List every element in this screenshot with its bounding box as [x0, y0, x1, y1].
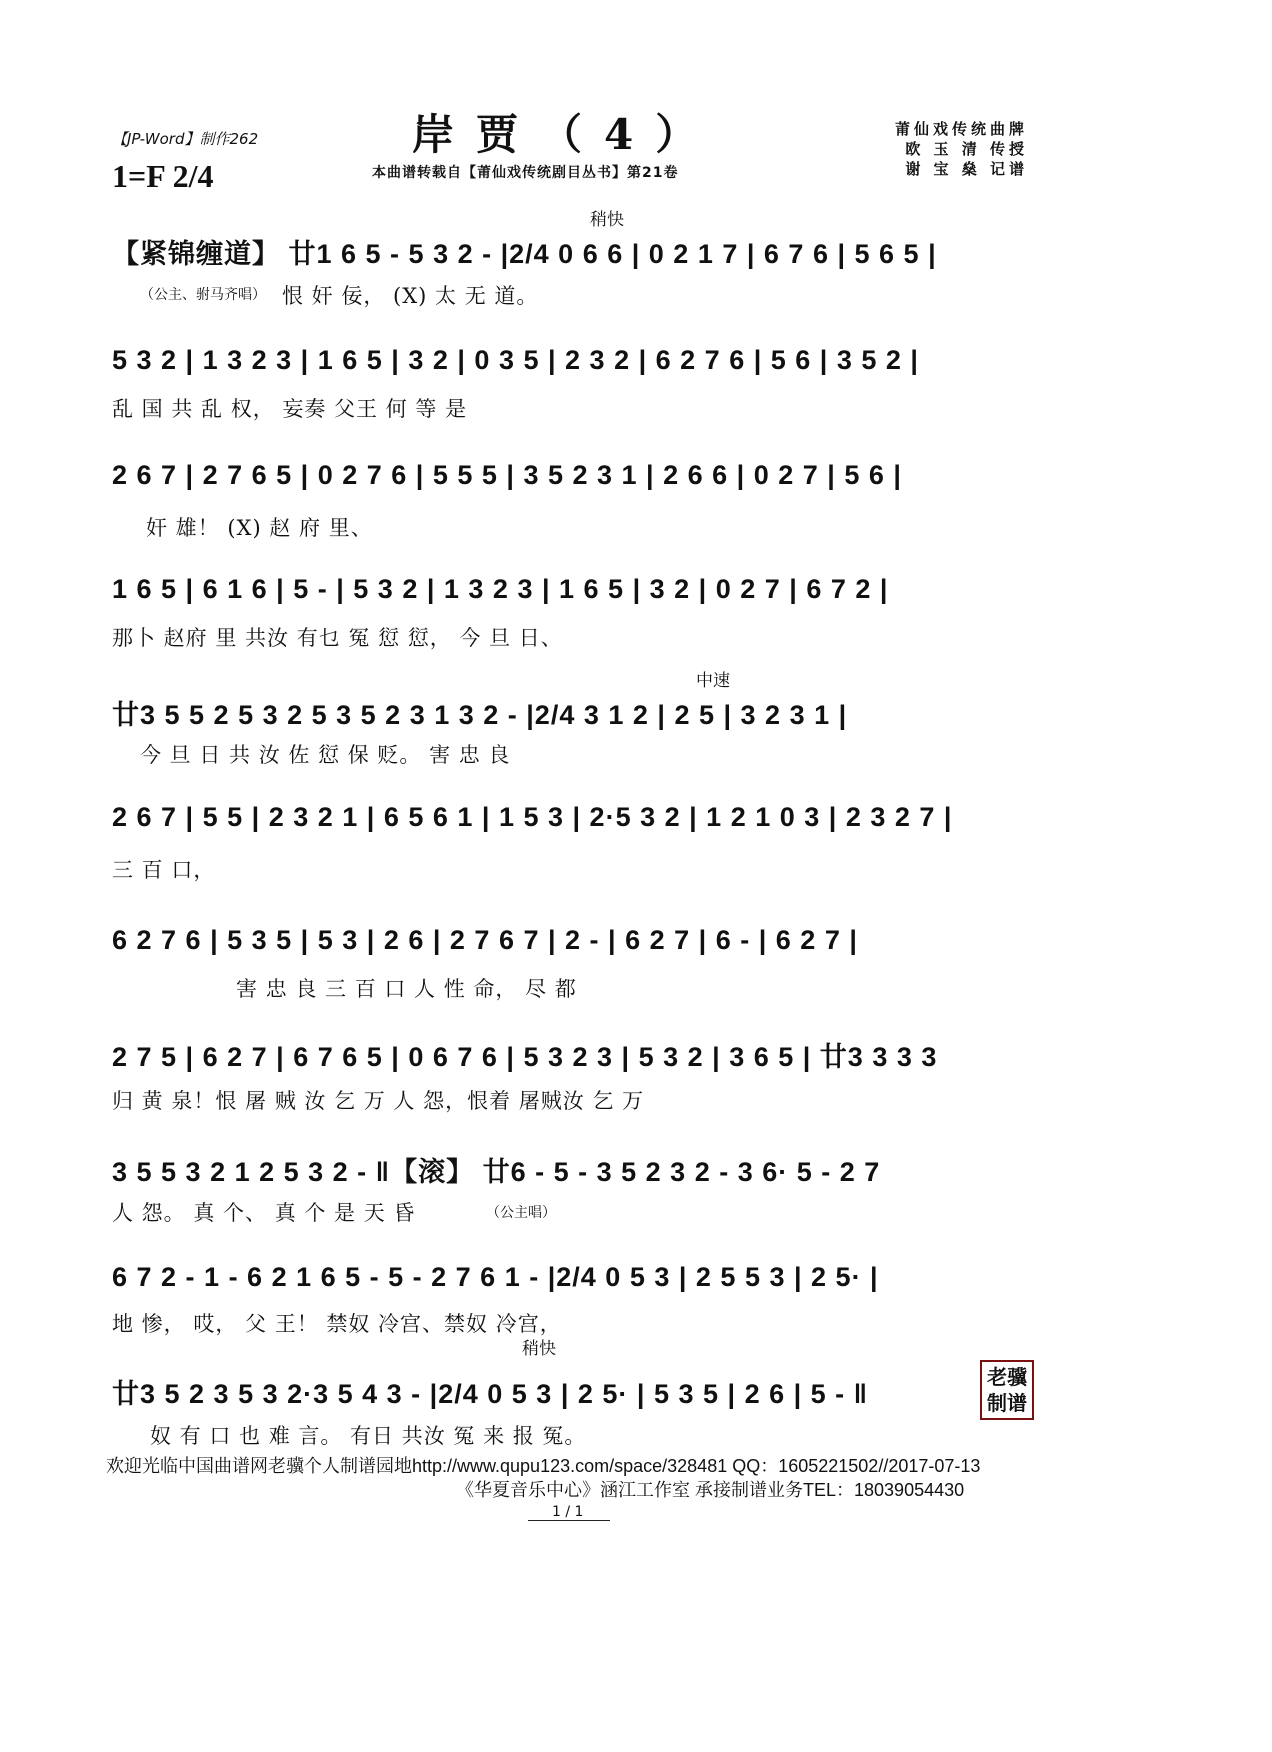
lyrics-line: 那卜 赵府 里 共汝 有乜 冤 愆 愆， 今 旦 日、: [112, 626, 563, 650]
notation-line: 3 5 5 3 2 1 2 5 3 2 - ‖【滚】 廿6 - 5 - 3 5 2 3 2 - 3 6· 5 - 2 7: [112, 1157, 881, 1187]
page-number: 1 / 1: [552, 1504, 584, 1520]
tempo-mark: 中速: [696, 671, 730, 691]
lyrics-line: 人 怨。 真 个、 真 个 是 天 昏: [112, 1201, 416, 1225]
lyrics-line: 奴 有 口 也 难 言。 有日 共汝 冤 来 报 冤。: [150, 1424, 587, 1448]
lyrics-line: 害 忠 良 三 百 口 人 性 命， 尽 都: [236, 977, 577, 1001]
notation-line: 2 6 7 | 2 7 6 5 | 0 2 7 6 | 5 5 5 | 3 5 2 3 1 | 2 6 6 | 0 2 7 | 5 6 |: [112, 460, 902, 490]
notation-line: 廿3 5 5 2 5 3 2 5 3 5 2 3 1 3 2 - |2/4 3 1 2 | 2 5 | 3 2 3 1 |: [112, 700, 848, 730]
notation-line: 5 3 2 | 1 3 2 3 | 1 6 5 | 3 2 | 0 3 5 | 2 3 2 | 6 2 7 6 | 5 6 | 3 5 2 |: [112, 345, 919, 375]
page-rule: [528, 1520, 610, 1521]
tempo-mark: 稍快: [522, 1339, 556, 1359]
footer-website: 欢迎光临中国曲谱网老骥个人制谱园地http://www.qupu123.com/space/328481 QQ：1605221502//2017-07-13: [106, 1456, 981, 1476]
credit-repertoire: 莆仙戏传统曲牌: [894, 120, 1028, 138]
singer-note: （公主唱）: [486, 1205, 556, 1221]
notation-line: 2 7 5 | 6 2 7 | 6 7 6 5 | 0 6 7 6 | 5 3 2 3 | 5 3 2 | 3 6 5 | 廿3 3 3 3: [112, 1042, 938, 1072]
page-title: 岸贾（4）: [412, 110, 720, 159]
maker-stamp: 老骥制谱: [980, 1360, 1034, 1420]
maker-mark: 【JP-Word】制作262: [112, 130, 259, 148]
lyrics-line: 三 百 口，: [112, 858, 216, 882]
credit-teacher: 欧 玉 清 传授: [905, 140, 1028, 158]
key-signature: 1=F 2/4: [112, 158, 214, 194]
lyrics-line: 今 旦 日 共 汝 佐 愆 保 贬。 害 忠 良: [140, 743, 511, 767]
notation-line: 【紧锦缠道】 廿1 6 5 - 5 3 2 - |2/4 0 6 6 | 0 2 1 7 | 6 7 6 | 5 6 5 |: [112, 239, 937, 269]
lyrics-line: 地 惨， 哎， 父 王！ 禁奴 冷宫、禁奴 冷宫，: [112, 1312, 562, 1336]
source-note: 本曲谱转载自【莆仙戏传统剧目丛书】第21卷: [372, 165, 679, 181]
notation-line: 廿3 5 2 3 5 3 2·3 5 4 3 - |2/4 0 5 3 | 2 5· | 5 3 5 | 2 6 | 5 - ‖: [112, 1379, 869, 1409]
tempo-mark: 稍快: [590, 210, 624, 230]
notation-line: 6 2 7 6 | 5 3 5 | 5 3 | 2 6 | 2 7 6 7 | 2 - | 6 2 7 | 6 - | 6 2 7 |: [112, 925, 858, 955]
credit-transcriber: 谢 宝 燊 记谱: [905, 160, 1028, 178]
lyrics-line: 恨 奸 佞， (X) 太 无 道。: [282, 284, 539, 308]
footer-contact: 《华夏音乐中心》涵江工作室 承接制谱业务TEL：18039054430: [456, 1480, 965, 1500]
notation-line: 2 6 7 | 5 5 | 2 3 2 1 | 6 5 6 1 | 1 5 3 | 2·5 3 2 | 1 2 1 0 3 | 2 3 2 7 |: [112, 802, 953, 832]
lyrics-line: 乱 国 共 乱 权， 妄奏 父王 何 等 是: [112, 397, 468, 421]
notation-line: 1 6 5 | 6 1 6 | 5 - | 5 3 2 | 1 3 2 3 | 1 6 5 | 3 2 | 0 2 7 | 6 7 2 |: [112, 574, 889, 604]
lyrics-line: 奸 雄！ (X) 赵 府 里、: [146, 516, 373, 540]
lyrics-line: 归 黄 泉！恨 屠 贼 汝 乞 万 人 怨，恨着 屠贼汝 乞 万: [112, 1089, 645, 1113]
notation-line: 6 7 2 - 1 - 6 2 1 6 5 - 5 - 2 7 6 1 - |2/4 0 5 3 | 2 5 5 3 | 2 5· |: [112, 1262, 879, 1292]
singer-note: （公主、驸马齐唱）: [140, 287, 266, 303]
